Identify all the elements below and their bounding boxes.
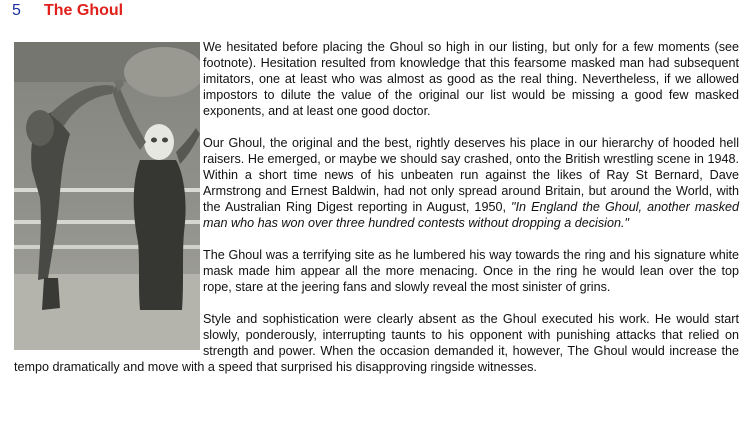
article-title: The Ghoul xyxy=(44,2,124,19)
ring-digest-quote: "In England the Ghoul, another masked man who has won over three hundred contests without dropping a decision." xyxy=(203,200,740,230)
article-body xyxy=(14,39,739,375)
article-heading xyxy=(12,0,123,22)
paragraph-4: Style and sophistication were clearly absent as the Ghoul executed his work. He would start slowly, ponderously, interrupting taunts to his opponent with punishing attacks that relied on strength and power. When the occasion demanded it, however, The Ghoul would increase the tempo dramatically and move with a speed that surprised his disapproving ringside witnesses. xyxy=(14,312,739,374)
paragraph-3: The Ghoul was a terrifying site as he lumbered his way towards the ring and his signature white mask made him appear all the more menacing. Once in the ring he would lean over the top rope, stare at the jeering fans and slowly reveal the most sinister of grins. xyxy=(203,248,739,294)
photo-spacer xyxy=(14,39,200,350)
paragraph-1: We hesitated before placing the Ghoul so high in our listing, but only for a few moments (see footnote). Hesitation resulted from knowledge that this fearsome masked man had subsequent imitators, one at least who was almost as good as the real thing. Nevertheless, if we allowed impostors to dilute the value of the original our list would be missing a good few masked exponents, and at least one good doctor. xyxy=(203,40,739,118)
paragraph-2-text: Our Ghoul, the original and the best, rightly deserves his place in our hierarchy of hooded hell raisers. He emerged, or maybe we should say crashed, onto the British wrestling scene in 1948. Within a short time news of his unbeaten run against the likes of Ray St Bernard, Dave Armstrong and Ernest Baldwin, had not only spread around Britain, but around the World, with the Australian Ring Digest reporting in August, 1950, xyxy=(203,136,739,214)
rank-number: 5 xyxy=(12,2,21,19)
